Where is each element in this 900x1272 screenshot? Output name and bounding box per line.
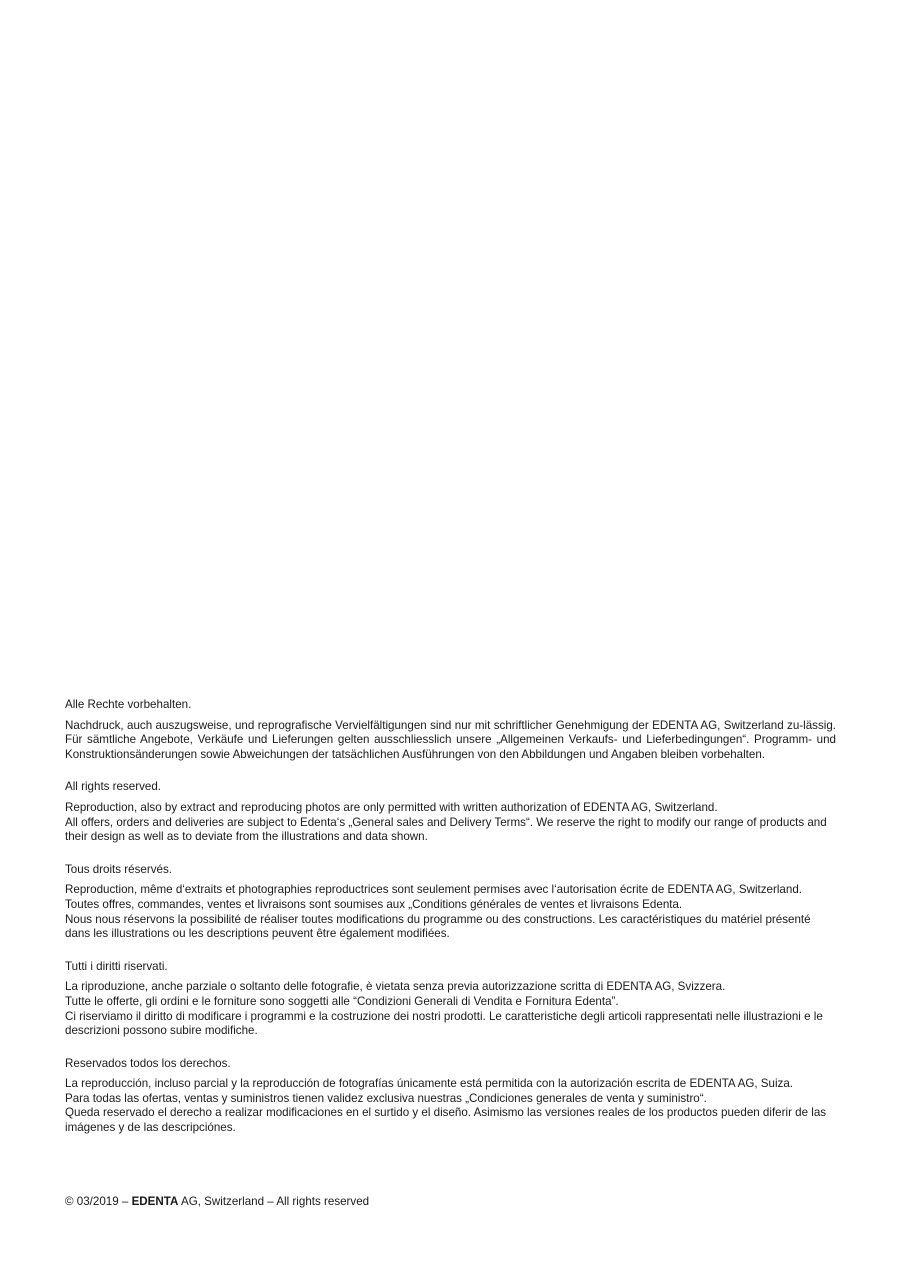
section-heading: All rights reserved. (65, 780, 162, 794)
section-paragraph: Reproduction, also by extract and reproducing photos are only permitted with written authorization of EDENTA AG, Switzerland. (65, 800, 718, 814)
section-heading: Tutti i diritti riservati. (65, 959, 168, 973)
section-paragraph: Para todas las ofertas, ventas y suministros tienen validez exclusiva nuestras „Condiciones generales de venta y suministro“. (65, 1091, 707, 1105)
legal-notice (65, 698, 836, 1154)
section-paragraph: La reproducción, incluso parcial y la reproducción de fotografías únicamente está permitida con la autorización escrita de EDENTA AG, Suiza. (65, 1077, 793, 1091)
section-paragraph: Reproduction, même d‘extraits et photographies reproductrices sont seulement permises avec l‘autorisation écrite de EDENTA AG, Switzerland. (65, 883, 802, 897)
copyright-suffix: AG, Switzerland – All rights reserved (178, 1195, 370, 1208)
section-german (65, 698, 836, 762)
section-spanish (65, 1057, 836, 1136)
section-english (65, 780, 836, 844)
section-paragraph: Tutte le offerte, gli ordini e le forniture sono soggetti alle “Condizioni Generali di Vendita e Fornitura Edenta”. (65, 994, 619, 1008)
section-italian (65, 960, 836, 1039)
copyright-footer (65, 1195, 369, 1210)
section-paragraph: Nachdruck, auch auszugsweise, und reprografische Vervielfältigungen sind nur mit schriftlicher Genehmigung der EDENTA AG, Switzerland zu-lässig. Für sämtliche Angebote, Verkäufe und Lieferungen gelten ausschliesslich unsere „Allgemeinen Verkaufs- und Lieferbedingungen“. Programm- und Konstruktionsänderungen sowie Abweichungen der tatsächlichen Ausführungen von den Abbildungen und Angaben bleiben vorbehalten. (65, 718, 836, 761)
section-french (65, 863, 836, 942)
section-paragraph: All offers, orders and deliveries are subject to Edenta‘s „General sales and Delivery Terms“. We reserve the right to modify our range of products and their design as well as to deviate from the illustrations and data shown. (65, 815, 827, 844)
section-paragraph: Ci riserviamo il diritto di modificare i programmi e la costruzione dei nostri prodotti. Le caratteristiche degli articoli rappresentati nelle illustrazioni e le descrizioni possono subire modifiche. (65, 1009, 823, 1038)
section-paragraph: Nous nous réservons la possibilité de réaliser toutes modifications du programme ou des constructions. Les caractéristiques du matériel présenté dans les illustrations ou les descriptions peuvent être également modifiées. (65, 912, 811, 941)
section-paragraph: La riproduzione, anche parziale o soltanto delle fotografie, è vietata senza previa autorizzazione scritta di EDENTA AG, Svizzera. (65, 980, 726, 994)
copyright-prefix: © 03/2019 – (65, 1195, 132, 1208)
section-heading: Tous droits réservés. (65, 862, 172, 876)
brand-name: EDENTA (131, 1195, 179, 1208)
section-paragraph: Queda reservado el derecho a realizar modificaciones en el surtido y el diseño. Asimismo las versiones reales de los productos pueden diferir de las imágenes y de las descripciónes. (65, 1106, 827, 1135)
section-heading: Alle Rechte vorbehalten. (65, 698, 192, 711)
section-heading: Reservados todos los derechos. (65, 1056, 231, 1070)
section-paragraph: Toutes offres, commandes, ventes et livraisons sont soumises aux „Conditions générales de ventes et livraisons Edenta. (65, 897, 683, 911)
